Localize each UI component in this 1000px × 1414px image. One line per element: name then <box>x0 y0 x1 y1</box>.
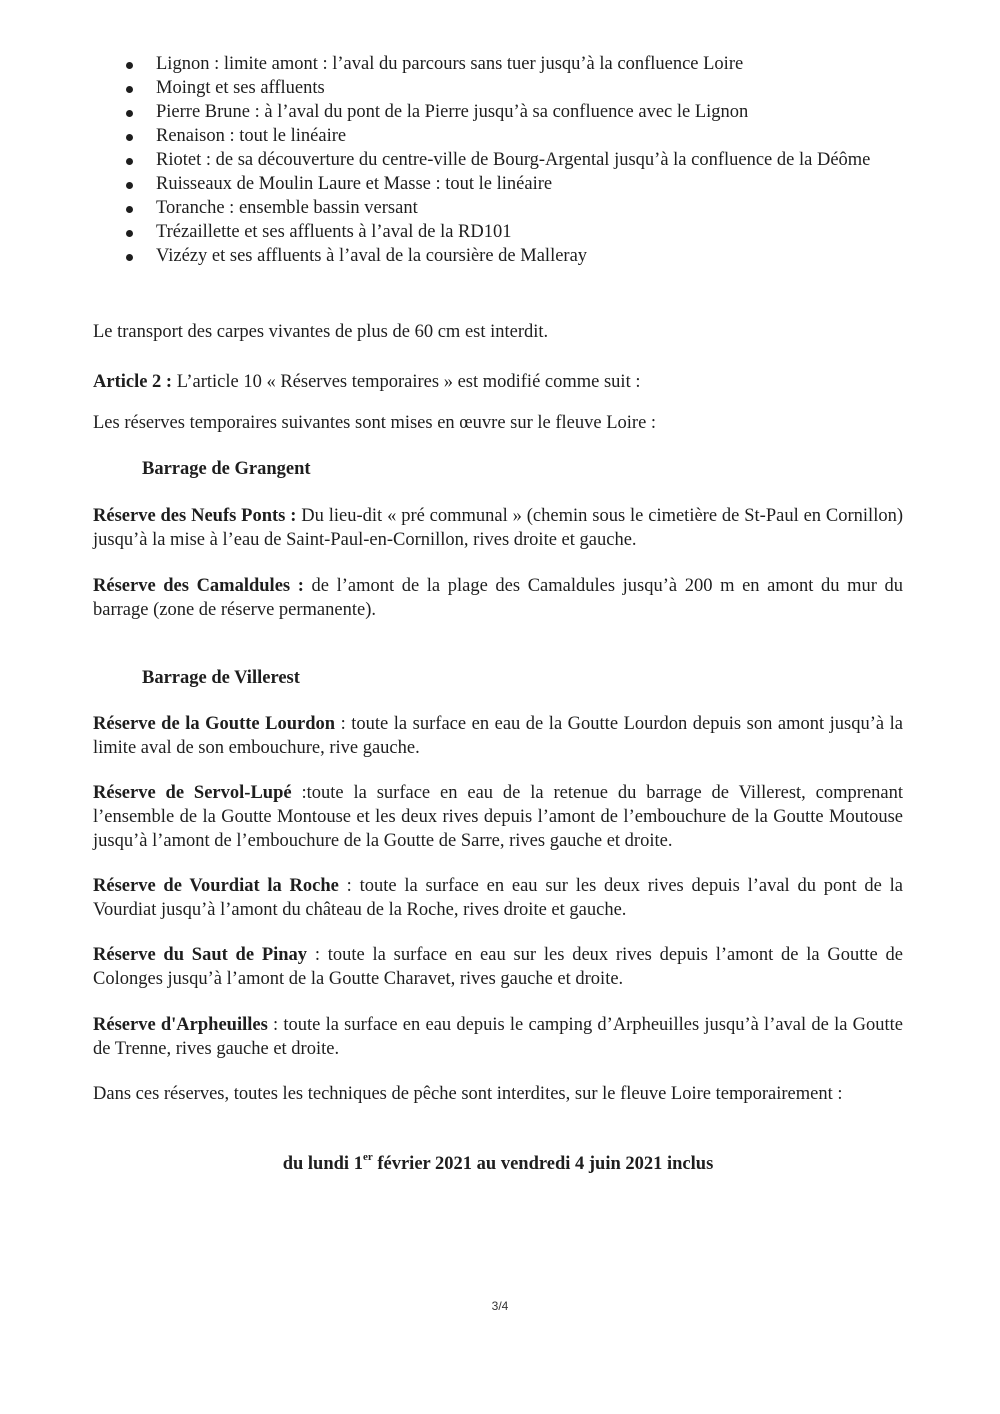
grangent-heading: Barrage de Grangent <box>142 459 311 479</box>
period-end: février 2021 au vendredi 4 juin 2021 inclus <box>372 1154 714 1174</box>
article-2 <box>93 370 903 394</box>
list-item: Vizézy et ses affluents à l’aval de la coursière de Malleray <box>124 244 904 268</box>
reserve-name: Réserve d'Arpheuilles <box>93 1015 268 1035</box>
reserve-paragraph <box>93 781 903 853</box>
reserve-name: Réserve de Vourdiat la Roche <box>93 876 339 896</box>
period-start: du lundi 1 <box>282 1154 363 1174</box>
list-item: Pierre Brune : à l’aval du pont de la Pierre jusqu’à sa confluence avec le Lignon <box>124 100 904 124</box>
reserve-paragraph <box>93 574 903 622</box>
reserve-paragraph <box>93 943 903 991</box>
page-number: 3/4 <box>491 1299 509 1313</box>
article-label: Article 2 : <box>93 372 173 392</box>
reserve-text: de l’amont de la plage des Camaldules jusqu’à 200 m en amont du mur du barrage (zone de réserve permanente). <box>93 576 904 620</box>
villerest-heading: Barrage de Villerest <box>142 668 300 688</box>
reserve-paragraph <box>93 874 903 922</box>
reserve-text: Du lieu-dit « pré communal » (chemin sous le cimetière de St-Paul en Cornillon) jusqu’à la mise à l’eau de Saint-Paul-en-Cornillon, rives droite et gauche. <box>93 506 904 550</box>
reserve-name: Réserve de la Goutte Lourdon <box>93 714 336 734</box>
list-item: Moingt et ses affluents <box>124 76 904 100</box>
list-item: Ruisseaux de Moulin Laure et Masse : tout le linéaire <box>124 172 904 196</box>
reserve-paragraph <box>93 712 903 760</box>
reserve-text: : toute la surface en eau sur les deux rives depuis l’amont de la Goutte de Colonges jusqu’à l’amont de la Goutte Charavet, rives gauche et droite. <box>93 945 903 989</box>
reserve-paragraph <box>93 1013 903 1061</box>
reserve-text: : toute la surface en eau depuis le camping d’Arpheuilles jusqu’à l’aval de la Goutte de Trenne, rives gauche et droite. <box>93 1015 903 1059</box>
list-item: Riotet : de sa découverture du centre-ville de Bourg-Argental jusqu’à la confluence de la Déôme <box>124 148 904 172</box>
list-item: Renaison : tout le linéaire <box>124 124 904 148</box>
river-list <box>124 52 904 268</box>
article-text: L’article 10 « Réserves temporaires » est modifié comme suit : <box>172 372 641 392</box>
reserves-intro: Les réserves temporaires suivantes sont mises en œuvre sur le fleuve Loire : <box>93 413 657 433</box>
reserve-text: : toute la surface en eau de la Goutte Lourdon depuis son amont jusqu’à la limite aval de son embouchure, rive gauche. <box>93 714 903 758</box>
closing-paragraph: Dans ces réserves, toutes les techniques de pêche sont interdites, sur le fleuve Loire temporairement : <box>93 1084 843 1104</box>
reserve-name: Réserve des Camaldules : <box>93 576 304 596</box>
list-item: Trézaillette et ses affluents à l’aval de la RD101 <box>124 220 904 244</box>
period-superscript: er <box>362 1150 373 1163</box>
reserve-name: Réserve de Servol-Lupé <box>93 783 292 803</box>
list-item: Toranche : ensemble bassin versant <box>124 196 904 220</box>
list-item: Lignon : limite amont : l’aval du parcours sans tuer jusqu’à la confluence Loire <box>124 52 904 76</box>
reserve-name: Réserve des Neufs Ponts : <box>93 506 297 526</box>
reserve-paragraph <box>93 504 903 552</box>
reserve-name: Réserve du Saut de Pinay <box>93 945 308 965</box>
reserve-text: : toute la surface en eau sur les deux rives depuis l’aval du pont de la Vourdiat jusqu’à l’amont du château de la Roche, rives droite et gauche. <box>93 876 903 920</box>
closure-period <box>93 1152 903 1176</box>
transport-note: Le transport des carpes vivantes de plus de 60 cm est interdit. <box>93 322 549 342</box>
reserve-text: :toute la surface en eau de la retenue du barrage de Villerest, comprenant l’ensemble de la Goutte Montouse et les deux rives depuis l’amont de l’embouchure de la Goutte Moutouse jusqu’à l’amont de l’embouchure de la Goutte de Sarre, rives gauche et droite. <box>93 783 904 851</box>
